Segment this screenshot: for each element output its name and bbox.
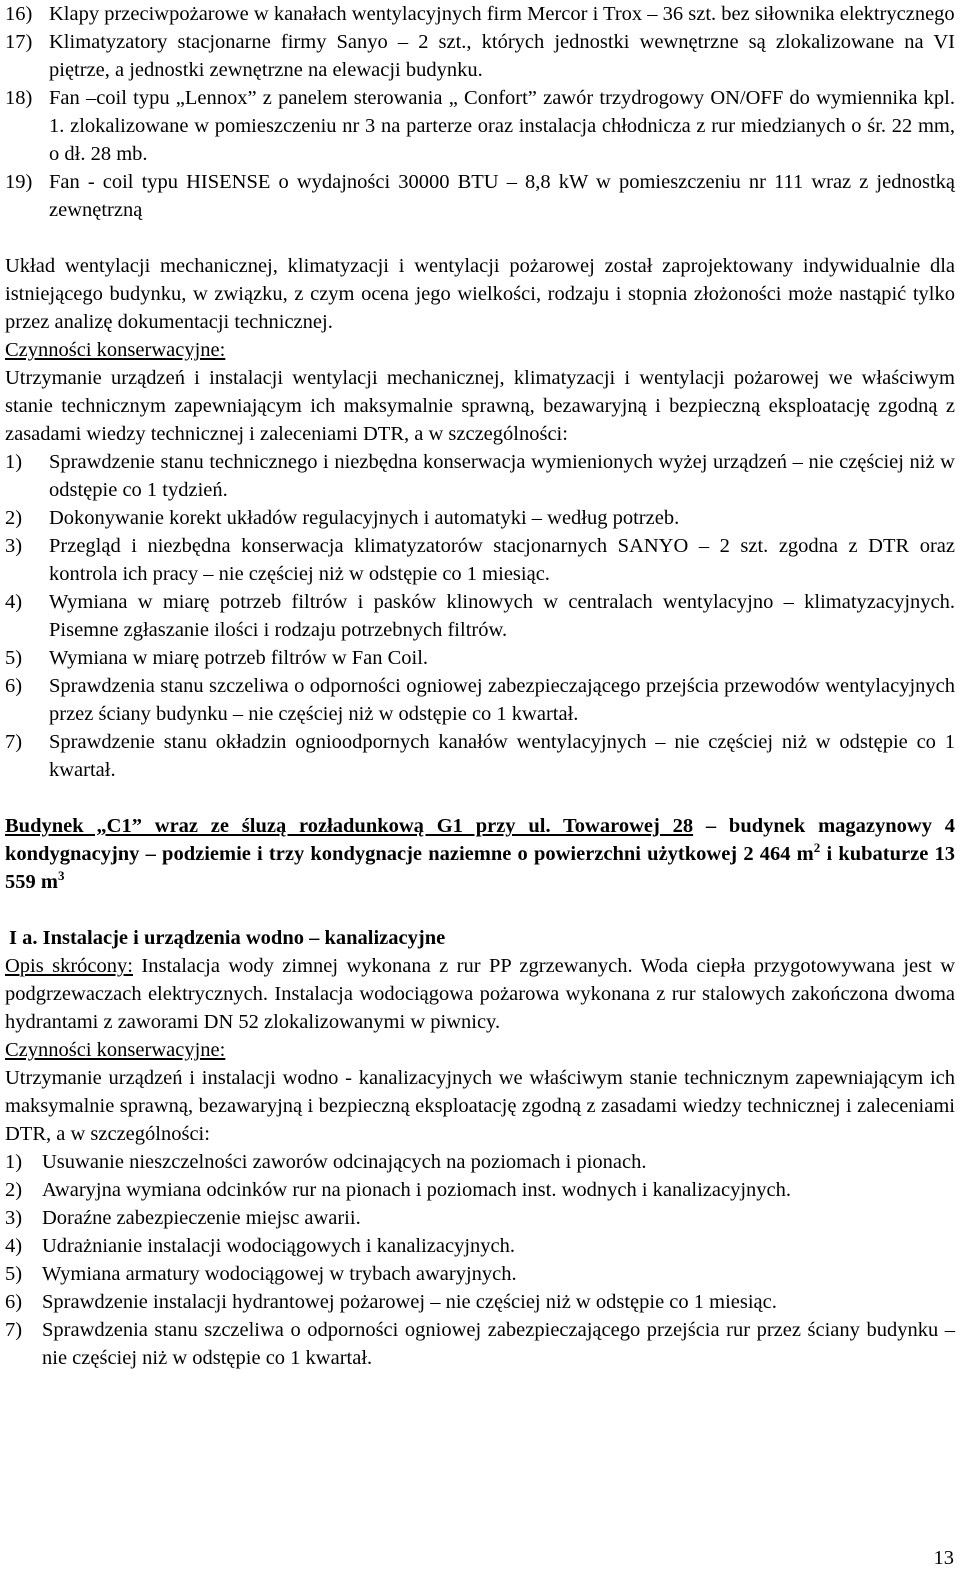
maintenance-list <box>5 1148 955 1372</box>
list-item: 2) Awaryjna wymiana odcinków rur na pionach i poziomach inst. wodnych i kanalizacyjnych. <box>5 1179 791 1201</box>
maintenance-list <box>5 448 955 784</box>
list-item: 4) Udrażnianie instalacji wodociągowych i kanalizacyjnych. <box>5 1235 516 1257</box>
page-content <box>5 0 955 1372</box>
list-item: 6) Sprawdzenie instalacji hydrantowej pożarowej – nie częściej niż w odstępie co 1 miesiąc. <box>5 1291 777 1313</box>
list-item: 1) Usuwanie nieszczelności zaworów odcinających na poziomach i pionach. <box>5 1151 647 1173</box>
maintenance-intro: Utrzymanie urządzeń i instalacji wodno - kanalizacyjnych we właściwym stanie technicznym zapewniającym ich maksymalnie sprawną, bezawaryjną i bezpieczną eksploatację zgodną z zasadami wiedzy technicznej i zaleceniami DTR, a w szczególności: <box>5 1067 955 1145</box>
list-item: 16) Klapy przeciwpożarowe w kanałach wentylacyjnych firm Mercor i Trox – 36 szt. bez siłownika elektrycznego <box>5 3 955 25</box>
list-item: 3) Przegląd i niezbędna konserwacja klimatyzatorów stacjonarnych SANYO – 2 szt. zgodna z DTR oraz kontrola ich pracy – nie częściej niż w odstępie co 1 miesiąc. <box>5 535 955 585</box>
top-list <box>5 0 955 224</box>
list-item: 2) Dokonywanie korekt układów regulacyjnych i automatyki – według potrzeb. <box>5 507 680 529</box>
list-item: 4) Wymiana w miarę potrzeb filtrów i pasków klinowych w centralach wentylacyjno – klimatyzacyjnych. Pisemne zgłaszanie ilości i rodzaju potrzebnych filtrów. <box>5 591 955 641</box>
building-heading: Budynek „C1” wraz ze śluzą rozładunkową G1 przy ul. Towarowej 28 – budynek magazynowy 4 kondygnacyjny – podziemie i trzy kondygnacje naziemne o powierzchni użytkowej 2 464 $m^2$ i kubaturze 13 559 $m^3$ <box>5 815 955 893</box>
list-item: 18) Fan –coil typu „Lennox” z panelem sterowania „ Confort” zawór trzydrogowy ON/OFF do wymiennika kpl. 1. zlokalizowane w pomieszczeniu nr 3 na parterze oraz instalacja chłodnicza z rur miedzianych o śr. 22 mm, o dł. 28 mb. <box>5 87 955 165</box>
list-item: 19) Fan - coil typu HISENSE o wydajności 30000 BTU – 8,8 kW w pomieszczeniu nr 111 wraz z jednostką zewnętrzną <box>5 171 955 221</box>
section-title: I a. Instalacje i urządzenia wodno – kanalizacyjne <box>9 927 446 949</box>
maintenance-intro: Utrzymanie urządzeń i instalacji wentylacji mechanicznej, klimatyzacji i wentylacji pożarowej we właściwym stanie technicznym zapewniającym ich maksymalnie sprawną, bezawaryjną i bezpieczną eksploatację zgodną z zasadami wiedzy technicznej i zaleceniami DTR, a w szczególności: <box>5 367 955 445</box>
list-item: 17) Klimatyzatory stacjonarne firmy Sanyo – 2 szt., których jednostki wewnętrzne są zlokalizowane na VI piętrze, a jednostki zewnętrzne na elewacji budynku. <box>5 31 955 81</box>
maintenance-label: Czynności konserwacyjne: <box>5 1039 226 1061</box>
list-item: 5) Wymiana armatury wodociągowej w trybach awaryjnych. <box>5 1263 517 1285</box>
page-number: 13 <box>933 1547 954 1569</box>
list-item: 6) Sprawdzenia stanu szczeliwa o odporności ogniowej zabezpieczającego przejścia przewodów wentylacyjnych przez ściany budynku – nie częściej niż w odstępie co 1 kwartał. <box>5 675 955 725</box>
vent-summary-paragraph: Układ wentylacji mechanicznej, klimatyzacji i wentylacji pożarowej został zaprojektowany indywidualnie dla istniejącego budynku, w związku, z czym ocena jego wielkości, rodzaju i stopnia złożoności może nastąpić tylko przez analizę dokumentacji technicznej. <box>5 255 955 333</box>
list-item: 7) Sprawdzenia stanu szczeliwa o odporności ogniowej zabezpieczającego przejścia rur przez ściany budynku – nie częściej niż w odstępie co 1 kwartał. <box>5 1319 955 1369</box>
maintenance-label: Czynności konserwacyjne: <box>5 339 226 361</box>
list-item: 5) Wymiana w miarę potrzeb filtrów w Fan Coil. <box>5 647 429 669</box>
short-description: Opis skrócony: Instalacja wody zimnej wykonana z rur PP zgrzewanych. Woda ciepła przygotowywana jest w podgrzewaczach elektrycznych. Instalacja wodociągowa pożarowa wykonana z rur stalowych zakończona dwoma hydrantami z zaworami DN 52 zlokalizowanymi w piwnicy. <box>5 955 955 1033</box>
list-item: 7) Sprawdzenie stanu okładzin ognioodpornych kanałów wentylacyjnych – nie częściej niż w odstępie co 1 kwartał. <box>5 731 955 781</box>
list-item: 1) Sprawdzenie stanu technicznego i niezbędna konserwacja wymienionych wyżej urządzeń – nie częściej niż w odstępie co 1 tydzień. <box>5 451 955 501</box>
list-item: 3) Doraźne zabezpieczenie miejsc awarii. <box>5 1207 361 1229</box>
